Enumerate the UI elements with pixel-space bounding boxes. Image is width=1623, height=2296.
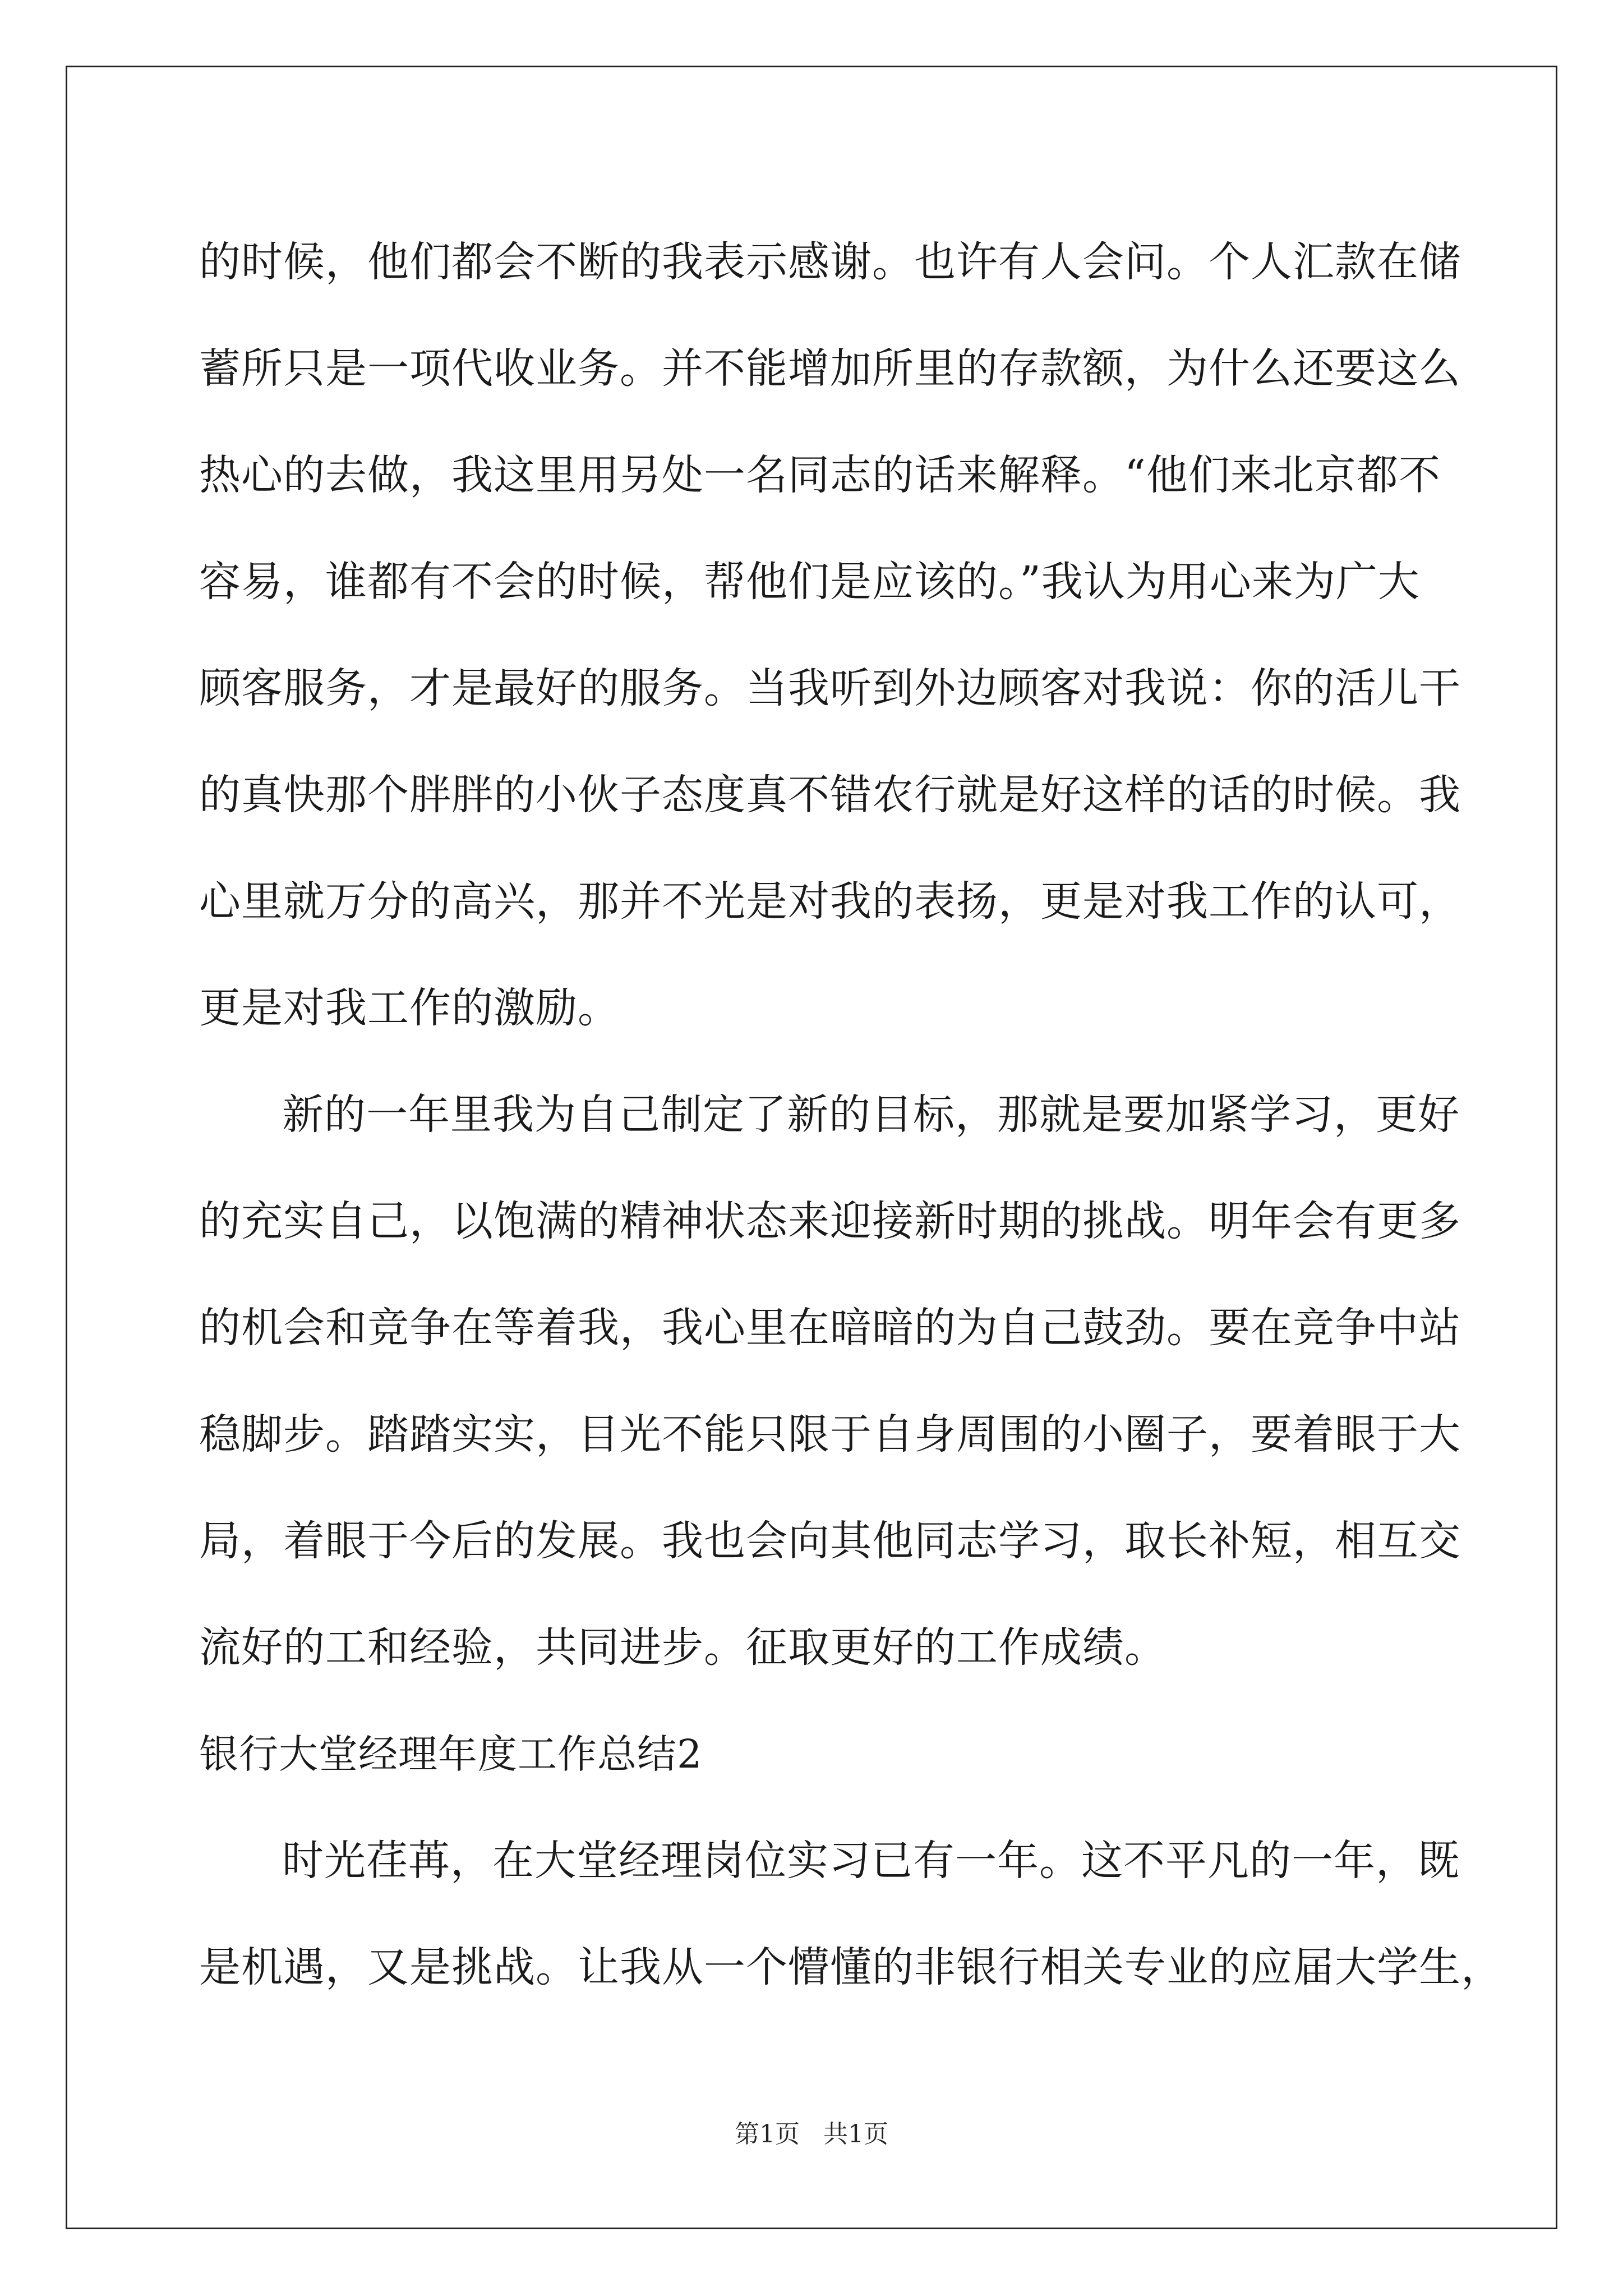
paragraph-line: 容易，谁都有不会的时候，帮他们是应该的。”我认为用心来为广大 — [199, 558, 1420, 606]
paragraph-line: 热心的去做，我这里用另处一名同志的话来解释。“他们来北京都不 — [199, 451, 1441, 499]
paragraph-line: 蓄所只是一项代收业务。并不能增加所里的存款额，为什么还要这么 — [199, 344, 1461, 393]
paragraph-line: 更是对我工作的激励。 — [199, 984, 620, 1032]
paragraph-line: 的真快那个胖胖的小伙子态度真不错农行就是好这样的话的时候。我 — [199, 771, 1461, 819]
paragraph-line: 是机遇，又是挑战。让我从一个懵懂的非银行相关专业的应届大学生， — [199, 1943, 1503, 1991]
paragraph-line: 的机会和竞争在等着我，我心里在暗暗的为自己鼓劲。要在竞争中站 — [199, 1304, 1461, 1352]
page-number-footer: 第1页 共1页 — [735, 2120, 888, 2148]
paragraph-line: 顾客服务，才是最好的服务。当我听到外边顾客对我说：你的活儿干 — [199, 664, 1461, 712]
document-body — [199, 209, 1503, 2021]
paragraph-line: 稳脚步。踏踏实实，目光不能只限于自身周围的小圈子，要着眼于大 — [199, 1410, 1461, 1458]
paragraph-line: 流好的工和经验，共同进步。征取更好的工作成绩。 — [199, 1623, 1166, 1672]
paragraph-line: 新的一年里我为自己制定了新的目标，那就是要加紧学习，更好 — [282, 1091, 1460, 1139]
paragraph-line: 时光荏苒，在大堂经理岗位实习已有一年。这不平凡的一年，既 — [282, 1837, 1460, 1885]
paragraph-line: 局，着眼于今后的发展。我也会向其他同志学习，取长补短，相互交 — [199, 1517, 1461, 1565]
paragraph-line: 心里就万分的高兴，那并不光是对我的表扬，更是对我工作的认可， — [199, 877, 1461, 926]
section-heading: 银行大堂经理年度工作总结2 — [199, 1731, 703, 1777]
paragraph-line: 的充实自己，以饱满的精神状态来迎接新时期的挑战。明年会有更多 — [199, 1197, 1461, 1245]
paragraph-line: 的时候，他们都会不断的我表示感谢。也许有人会问。个人汇款在储 — [199, 238, 1461, 286]
